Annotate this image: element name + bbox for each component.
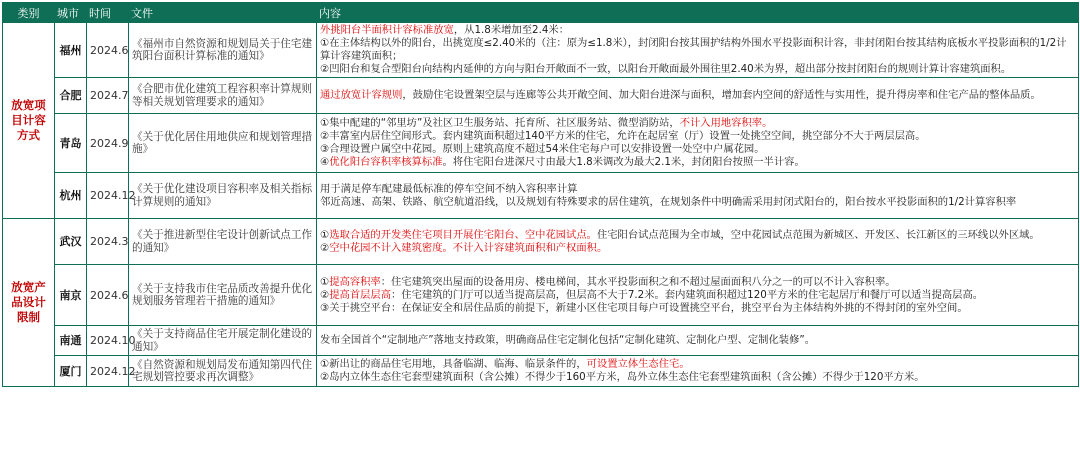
header-city: 城市 <box>55 3 87 23</box>
content-text: ④ <box>320 156 330 168</box>
header-time: 时间 <box>87 3 129 23</box>
content-text: 邻近高速、高架、铁路、航空航道沿线，以及规划有特殊要求的居住建筑，在规划条件中明确需采用封闭式阳台的，阳台按水平投影面积的1/2计算容积率 <box>320 195 1017 208</box>
header-doc: 文件 <box>129 3 317 23</box>
content-line <box>320 24 1075 37</box>
doc-cell: 《合肥市优化建筑工程容积率计算规则等相关规划管理要求的通知》 <box>129 78 317 114</box>
content-cell <box>317 219 1079 265</box>
time-cell: 2024.6 <box>87 265 129 326</box>
city-cell: 武汉 <box>55 219 87 265</box>
content-cell <box>317 265 1079 326</box>
city-cell: 厦门 <box>55 356 87 387</box>
content-line <box>320 89 1075 102</box>
content-text: ③合理设置户属空中花园。原则上建筑高度不超过54米住宅每户可以安排设置一处空中户属花园。 <box>320 143 765 155</box>
doc-cell: 《关于推进新型住宅设计创新试点工作的通知》 <box>129 219 317 265</box>
time-cell: 2024.3 <box>87 219 129 265</box>
time-cell: 2024.9 <box>87 114 129 173</box>
city-cell: 杭州 <box>55 173 87 219</box>
table-header-row <box>3 3 1079 23</box>
content-text: ① <box>320 275 330 288</box>
highlight-text: 不计入用地容积率。 <box>679 117 773 129</box>
content-line <box>320 156 1075 169</box>
content-text: ②丰富室内居住空间形式。套内建筑面积超过140平方米的住宅，允许在起居室（厅）设置一处挑空空间，挑空部分不大于两层层高。 <box>320 130 926 142</box>
doc-cell: 《关于支持我市住宅品质改善提升优化规划服务管理若干措施的通知》 <box>129 265 317 326</box>
content-text: ：住宅建筑的门厅可以适当提高层高，但层高不大于7.2米。套内建筑面积超过120平方米的住宅起居厅和餐厅可以适当提高层高。 <box>391 288 984 301</box>
highlight-text: 提高首层层高 <box>329 288 392 301</box>
content-text: 。将住宅阳台进深尺寸由最大1.8米调改为最大2.1米，封闭阳台按照一半计容。 <box>442 156 805 168</box>
time-cell: 2024.12 <box>87 173 129 219</box>
content-line <box>320 358 1075 371</box>
highlight-text: 空中花园不计入建筑密度。不计入计容建筑面积和产权面积。 <box>329 241 608 254</box>
content-line <box>320 229 1075 242</box>
content-cell <box>317 173 1079 219</box>
header-content: 内容 <box>317 3 1079 23</box>
content-text: ① <box>320 228 330 241</box>
doc-cell: 《关于优化建设项目容积率及相关指标计算规则的通知》 <box>129 173 317 219</box>
content-line <box>320 289 1075 302</box>
doc-cell: 《福州市自然资源和规划局关于住宅建筑阳台面积计算标准的通知》 <box>129 23 317 78</box>
content-line <box>320 63 1075 76</box>
content-text: ，从1.8米增加至2.4米： <box>453 24 569 36</box>
content-text: 住宅阳台试点范围为全市域，空中花园试点范围为新城区、开发区、长江新区的三环线以外区域。 <box>596 228 1040 241</box>
category-cell-project-gfa: 放宽项目计容方式 <box>3 23 55 219</box>
doc-cell: 《关于支持商品住宅开展定制化建设的通知》 <box>129 326 317 356</box>
content-text: ③关于挑空平台：在保证安全和居住品质的前提下，新建小区住宅项目每户可设置挑空平台，挑空平台为主体结构外挑的不得封闭的室外空间。 <box>320 301 968 314</box>
highlight-text: 优化阳台容积率核算标准 <box>329 156 443 168</box>
city-cell: 合肥 <box>55 78 87 114</box>
policy-table <box>2 2 1079 387</box>
content-text: ①集中配建的“邻里坊”及社区卫生服务站、托育所、社区服务站、微型消防站， <box>320 117 680 129</box>
content-line <box>320 196 1075 209</box>
time-cell: 2024.10 <box>87 326 129 356</box>
content-line <box>320 143 1075 156</box>
time-cell: 2024.7 <box>87 78 129 114</box>
content-text: ②岛内立体生态住宅套型建筑面积（含公摊）不得少于160平方米，岛外立体生态住宅套型建筑面积（含公摊）不得少于120平方米。 <box>320 371 925 383</box>
table-row <box>3 219 1079 265</box>
city-cell: 青岛 <box>55 114 87 173</box>
content-line <box>320 334 1075 347</box>
table-row <box>3 173 1079 219</box>
header-category: 类别 <box>3 3 55 23</box>
content-line <box>320 37 1075 63</box>
content-line <box>320 130 1075 143</box>
highlight-text: 通过放宽计容规则 <box>320 89 403 101</box>
time-cell: 2024.12 <box>87 356 129 387</box>
time-cell: 2024.6 <box>87 23 129 78</box>
table-row <box>3 265 1079 326</box>
table-row <box>3 326 1079 356</box>
content-line <box>320 183 1075 196</box>
content-cell <box>317 23 1079 78</box>
table-row <box>3 356 1079 387</box>
content-text: ② <box>320 288 330 301</box>
doc-cell: 《关于优化居住用地供应和规划管理措施》 <box>129 114 317 173</box>
content-text: ①在主体结构以外的阳台，出挑宽度≤2.40米的（注：原为≤1.8米），封闭阳台按其围护结构外围水平投影面积计容，非封闭阳台按其结构底板水平投影面积的1/2计算计容建筑面积； <box>320 37 1067 62</box>
doc-cell: 《自然资源和规划局发布通知第四代住宅规划管控要求再次调整》 <box>129 356 317 387</box>
highlight-text: 选取合适的开发类住宅项目开展住宅阳台、空中花园试点。 <box>329 228 597 241</box>
table-row <box>3 23 1079 78</box>
table-row <box>3 78 1079 114</box>
city-cell: 南通 <box>55 326 87 356</box>
content-line <box>320 276 1075 289</box>
content-text: ② <box>320 241 330 254</box>
category-cell-product-design: 放宽产品设计限制 <box>3 219 55 387</box>
highlight-text: 外挑阳台半面积计容标准放宽 <box>320 24 454 36</box>
content-text: ②凹阳台和复合型阳台向结构内延伸的方向与阳台开敞面不一致，以阳台开敞面最外围往里2.40米为界，超出部分按封闭阳台的规则计算计容建筑面积。 <box>320 63 1012 75</box>
highlight-text: 可设置立体生态住宅。 <box>586 358 690 370</box>
content-line <box>320 117 1075 130</box>
content-text: 发布全国首个“定制地产”落地支持政策，明确商品住宅定制化包括“定制化建筑、定制化户型、定制化装修”。 <box>320 334 815 346</box>
content-text: ①新出让的商品住宅用地，具备临湖、临海、临景条件的， <box>320 358 587 370</box>
city-cell: 福州 <box>55 23 87 78</box>
content-text: ，鼓励住宅设置架空层与连廊等公共开敞空间、加大阳台进深与面积，增加套内空间的舒适性与实用性，提升得房率和住宅产品的整体品质。 <box>402 89 1041 101</box>
content-text: ：住宅建筑突出屋面的设备用房、楼电梯间，其水平投影面积之和不超过屋面面积八分之一的可以不计入容积率。 <box>380 275 896 288</box>
content-cell <box>317 326 1079 356</box>
content-line <box>320 371 1075 384</box>
content-line <box>320 242 1075 255</box>
content-line <box>320 302 1075 315</box>
content-cell <box>317 356 1079 387</box>
content-text: 用于满足停车配建最低标准的停车空间不纳入容积率计算 <box>320 182 578 195</box>
content-cell <box>317 114 1079 173</box>
content-cell <box>317 78 1079 114</box>
city-cell: 南京 <box>55 265 87 326</box>
table-row <box>3 114 1079 173</box>
highlight-text: 提高容积率 <box>329 275 381 288</box>
